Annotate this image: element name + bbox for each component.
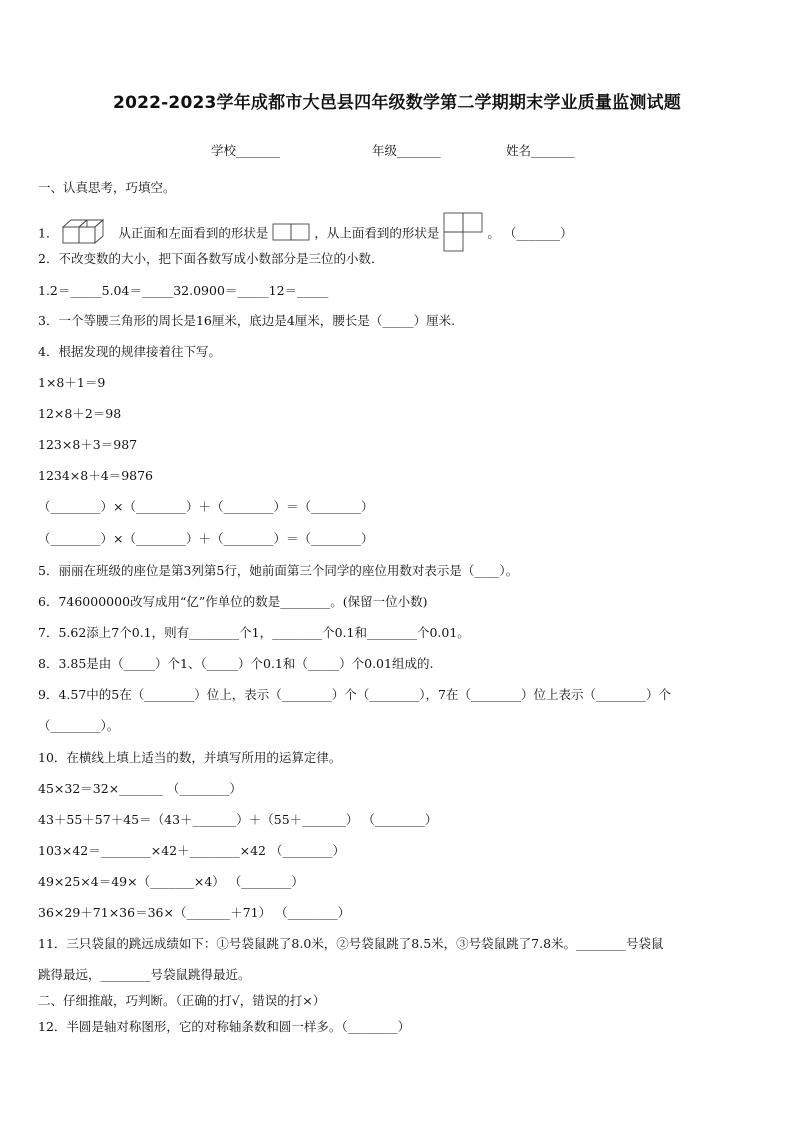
name-field: 姓名_______ bbox=[506, 143, 575, 158]
question-1 bbox=[38, 212, 573, 256]
question-12: 12．半圆是轴对称图形，它的对称轴条数和圆一样多。（________） bbox=[38, 1019, 411, 1034]
pattern-line-4: 1234×8＋4＝9876 bbox=[38, 468, 154, 483]
question-5: 5．丽丽在班级的座位是第3列第5行，她前面第三个同学的座位用数对表示是（____）。 bbox=[38, 563, 519, 578]
question-11: 11．三只袋鼠的跳远成绩如下：①号袋鼠跳了8.0米，②号袋鼠跳了8.5米，③号袋鼠跳了7.8米。________号袋鼠 bbox=[38, 936, 664, 951]
question-1-text-b: ，从上面看到的形状是 bbox=[314, 225, 440, 241]
section-heading-2: 二、仔细推敲，巧判断。（正确的打√，错误的打×） bbox=[38, 993, 326, 1008]
question-10-item-5: 36×29＋71×36＝36×（_______＋71） （________） bbox=[38, 905, 351, 920]
question-2: 2．不改变数的大小，把下面各数写成小数部分是三位的小数． bbox=[38, 251, 384, 266]
question-9: 9．4.57中的5在（________）位上，表示（________）个（________），7在（________）位上表示（________）个 bbox=[38, 687, 671, 702]
question-number: 1． bbox=[38, 225, 59, 241]
question-8: 8．3.85是由（_____）个1、（_____）个0.1和（_____）个0.01组成的. bbox=[38, 656, 434, 671]
pattern-answer-2: （________）×（________）＋（________）＝（________） bbox=[38, 531, 374, 546]
top-view-figure-icon bbox=[443, 212, 483, 256]
cube-stack-figure-icon bbox=[62, 219, 114, 249]
pattern-line-1: 1×8＋1＝9 bbox=[38, 375, 106, 390]
question-1-text-c: 。 （_______） bbox=[487, 225, 573, 241]
pattern-line-2: 12×8＋2＝98 bbox=[38, 406, 122, 421]
question-10-item-2: 43＋55＋57＋45＝（43＋_______）＋（55＋_______） （________） bbox=[38, 812, 438, 827]
school-field: 学校_______ bbox=[211, 143, 280, 158]
question-4: 4．根据发现的规律接着往下写。 bbox=[38, 344, 221, 359]
question-9-continued: （________）。 bbox=[38, 718, 120, 733]
question-10-item-3: 103×42＝________×42＋________×42 （________） bbox=[38, 843, 345, 858]
question-10-item-1: 45×32＝32×_______ （________） bbox=[38, 781, 242, 796]
question-2-items: 1.2＝_____5.04＝_____32.0900＝_____12＝_____ bbox=[38, 283, 329, 298]
front-view-figure-icon bbox=[272, 223, 310, 245]
question-10-item-4: 49×25×4＝49×（_______×4） （________） bbox=[38, 874, 304, 889]
question-6: 6．746000000改写成用“亿”作单位的数是________。(保留一位小数) bbox=[38, 594, 428, 609]
grade-field: 年级_______ bbox=[372, 143, 441, 158]
page-title: 2022-2023学年成都市大邑县四年级数学第二学期期末学业质量监测试题 bbox=[113, 93, 681, 113]
question-3: 3．一个等腰三角形的周长是16厘米，底边是4厘米，腰长是（_____）厘米. bbox=[38, 313, 456, 328]
pattern-line-3: 123×8＋3＝987 bbox=[38, 437, 138, 452]
section-heading-1: 一、认真思考，巧填空。 bbox=[38, 180, 176, 195]
question-1-text-a: 从正面和左面看到的形状是 bbox=[118, 225, 269, 241]
question-7: 7．5.62添上7个0.1，则有________个1，________个0.1和________个0.01。 bbox=[38, 625, 470, 640]
pattern-answer-1: （________）×（________）＋（________）＝（________） bbox=[38, 499, 374, 514]
question-11-continued: 跳得最远，________号袋鼠跳得最近。 bbox=[38, 967, 251, 982]
question-10: 10．在横线上填上适当的数，并填写所用的运算定律。 bbox=[38, 750, 342, 765]
